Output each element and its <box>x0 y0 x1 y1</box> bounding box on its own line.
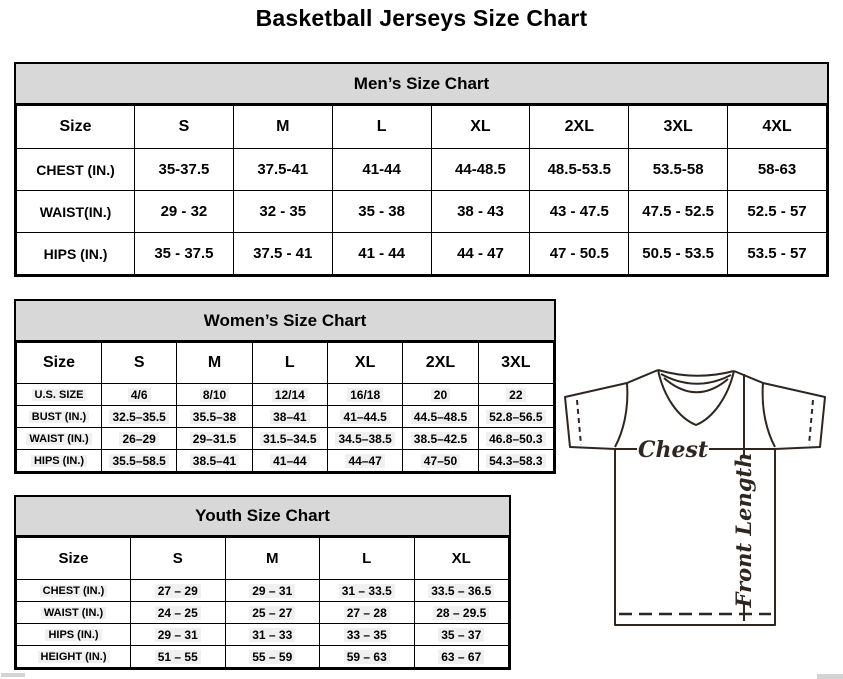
value-cell: 35 - 37.5 <box>135 233 234 275</box>
value-cell: 41–44.5 <box>327 406 402 428</box>
left-cuff-dashed-line <box>577 400 581 445</box>
value-cell: 26–29 <box>102 428 177 450</box>
value-cell: 22 <box>478 384 553 406</box>
value-cell: 53.5 - 57 <box>728 233 827 275</box>
value-cell: 52.8–56.5 <box>478 406 553 428</box>
value-cell: 47–50 <box>403 450 478 472</box>
value-cell: 35.5–58.5 <box>102 450 177 472</box>
value-cell: 31 – 33.5 <box>320 580 415 602</box>
table-row <box>17 624 509 646</box>
mens-size-table <box>16 105 827 275</box>
chest-measurement-label: Chest <box>637 437 709 463</box>
column-header-cell: XL <box>327 343 402 384</box>
row-label-cell: U.S. SIZE <box>17 384 102 406</box>
value-cell: 29 – 31 <box>225 580 320 602</box>
table-row <box>17 450 554 472</box>
header-row <box>17 538 509 580</box>
value-cell: 52.5 - 57 <box>728 191 827 233</box>
column-header-cell: M <box>177 343 252 384</box>
value-cell: 31 – 33 <box>225 624 320 646</box>
left-armhole-seam-icon <box>615 383 627 447</box>
value-cell: 38.5–42.5 <box>403 428 478 450</box>
value-cell: 38 - 43 <box>431 191 530 233</box>
value-cell: 37.5 - 41 <box>233 233 332 275</box>
row-label-cell: CHEST (IN.) <box>17 149 135 191</box>
value-cell: 46.8–50.3 <box>478 428 553 450</box>
row-label-cell: WAIST(IN.) <box>17 191 135 233</box>
right-armhole-seam-icon <box>763 383 775 447</box>
value-cell: 47 - 50.5 <box>530 233 629 275</box>
header-row <box>17 343 554 384</box>
value-cell: 53.5-58 <box>629 149 728 191</box>
value-cell: 51 – 55 <box>131 646 226 668</box>
value-cell: 47.5 - 52.5 <box>629 191 728 233</box>
column-header-cell: M <box>225 538 320 580</box>
value-cell: 54.3–58.3 <box>478 450 553 472</box>
value-cell: 27 – 28 <box>320 602 415 624</box>
column-header-cell: XL <box>414 538 509 580</box>
column-header-cell: 3XL <box>629 106 728 149</box>
value-cell: 44 - 47 <box>431 233 530 275</box>
value-cell: 43 - 47.5 <box>530 191 629 233</box>
right-cuff-dashed-line <box>809 400 813 445</box>
row-label-cell: HIPS (IN.) <box>17 624 131 646</box>
table-row <box>17 384 554 406</box>
youth-size-chart <box>14 495 511 670</box>
value-cell: 31.5–34.5 <box>252 428 327 450</box>
table-row <box>17 233 827 275</box>
column-header-cell: S <box>102 343 177 384</box>
value-cell: 48.5-53.5 <box>530 149 629 191</box>
value-cell: 50.5 - 53.5 <box>629 233 728 275</box>
value-cell: 35.5–38 <box>177 406 252 428</box>
column-header-cell: XL <box>431 106 530 149</box>
womens-size-table <box>16 342 554 472</box>
table-row <box>17 646 509 668</box>
value-cell: 34.5–38.5 <box>327 428 402 450</box>
table-row <box>17 580 509 602</box>
value-cell: 16/18 <box>327 384 402 406</box>
value-cell: 37.5-41 <box>233 149 332 191</box>
column-header-cell: Size <box>17 538 131 580</box>
value-cell: 32 - 35 <box>233 191 332 233</box>
value-cell: 41–44 <box>252 450 327 472</box>
column-header-cell: L <box>252 343 327 384</box>
value-cell: 29–31.5 <box>177 428 252 450</box>
mens-size-chart-title: Men’s Size Chart <box>16 64 827 105</box>
value-cell: 35 - 38 <box>332 191 431 233</box>
table-row <box>17 191 827 233</box>
cutoff-fragment-left <box>1 673 25 677</box>
womens-size-chart <box>14 299 556 474</box>
value-cell: 38.5–41 <box>177 450 252 472</box>
value-cell: 33.5 – 36.5 <box>414 580 509 602</box>
value-cell: 38–41 <box>252 406 327 428</box>
column-header-cell: 3XL <box>478 343 553 384</box>
value-cell: 12/14 <box>252 384 327 406</box>
youth-size-table <box>16 537 509 668</box>
collar-back-line-icon <box>658 370 734 376</box>
table-row <box>17 406 554 428</box>
value-cell: 35 – 37 <box>414 624 509 646</box>
row-label-cell: CHEST (IN.) <box>17 580 131 602</box>
column-header-cell: L <box>332 106 431 149</box>
value-cell: 63 – 67 <box>414 646 509 668</box>
column-header-cell: L <box>320 538 415 580</box>
cutoff-fragment-right <box>817 674 843 679</box>
value-cell: 20 <box>403 384 478 406</box>
column-header-cell: Size <box>17 343 102 384</box>
value-cell: 44–47 <box>327 450 402 472</box>
value-cell: 59 – 63 <box>320 646 415 668</box>
row-label-cell: WAIST (IN.) <box>17 602 131 624</box>
value-cell: 29 - 32 <box>135 191 234 233</box>
value-cell: 28 – 29.5 <box>414 602 509 624</box>
value-cell: 33 – 35 <box>320 624 415 646</box>
value-cell: 8/10 <box>177 384 252 406</box>
value-cell: 25 – 27 <box>225 602 320 624</box>
value-cell: 55 – 59 <box>225 646 320 668</box>
value-cell: 32.5–35.5 <box>102 406 177 428</box>
row-label-cell: HIPS (IN.) <box>17 233 135 275</box>
column-header-cell: 2XL <box>530 106 629 149</box>
value-cell: 29 – 31 <box>131 624 226 646</box>
value-cell: 41 - 44 <box>332 233 431 275</box>
mens-size-chart <box>14 62 829 277</box>
table-row <box>17 602 509 624</box>
column-header-cell: S <box>135 106 234 149</box>
front-length-measurement-label: Front Length <box>731 452 756 608</box>
row-label-cell: HEIGHT (IN.) <box>17 646 131 668</box>
value-cell: 24 – 25 <box>131 602 226 624</box>
page-title: Basketball Jerseys Size Chart <box>255 5 588 31</box>
table-row <box>17 149 827 191</box>
jersey-measurement-diagram <box>555 362 843 662</box>
header-row <box>17 106 827 149</box>
column-header-cell: S <box>131 538 226 580</box>
column-header-cell: 2XL <box>403 343 478 384</box>
value-cell: 58-63 <box>728 149 827 191</box>
jersey-outline-icon <box>565 370 825 625</box>
value-cell: 4/6 <box>102 384 177 406</box>
value-cell: 27 – 29 <box>131 580 226 602</box>
row-label-cell: HIPS (IN.) <box>17 450 102 472</box>
value-cell: 41-44 <box>332 149 431 191</box>
column-header-cell: M <box>233 106 332 149</box>
womens-size-chart-title: Women’s Size Chart <box>16 301 554 342</box>
column-header-cell: 4XL <box>728 106 827 149</box>
row-label-cell: BUST (IN.) <box>17 406 102 428</box>
row-label-cell: WAIST (IN.) <box>17 428 102 450</box>
table-row <box>17 428 554 450</box>
value-cell: 44-48.5 <box>431 149 530 191</box>
column-header-cell: Size <box>17 106 135 149</box>
youth-size-chart-title: Youth Size Chart <box>16 497 509 537</box>
value-cell: 44.5–48.5 <box>403 406 478 428</box>
value-cell: 35-37.5 <box>135 149 234 191</box>
